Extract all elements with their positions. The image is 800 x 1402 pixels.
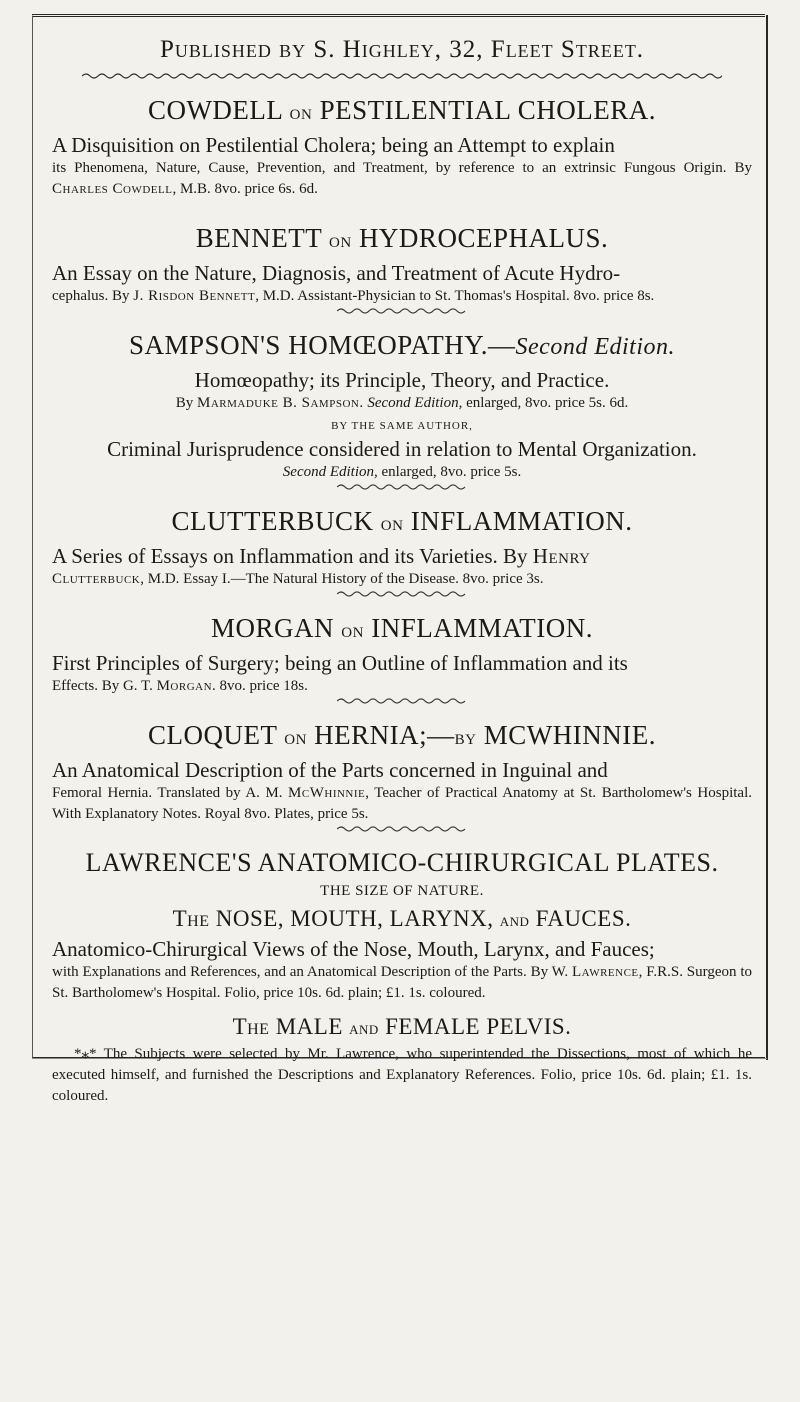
entry-cloquet <box>52 719 752 833</box>
subhead-and: and <box>349 1018 379 1038</box>
price-text: , M.D. Essay I.—The Natural History of the Disease. 8vo. price 3s. <box>140 571 544 587</box>
wavy-divider <box>337 483 467 491</box>
description-by: By <box>175 395 194 411</box>
entry-sampson <box>52 329 752 491</box>
author-name: Clutterbuck <box>52 571 141 587</box>
heading-subject: PESTILENTIAL CHOLERA. <box>319 95 657 125</box>
title-text: A Series of Essays on Inflammation and its Varieties. By <box>52 544 528 568</box>
price-text: enlarged, 8vo. price 5s. <box>381 464 522 480</box>
description-text: cephalus. By <box>52 288 130 304</box>
entry-description <box>52 962 752 1004</box>
heading-author: BENNETT <box>195 223 322 253</box>
heading-translator: MCWHINNIE. <box>483 720 656 750</box>
heading-subject: HERNIA;— <box>314 720 455 750</box>
entry-clutterbuck <box>52 505 752 598</box>
description-text: Femoral Hernia. Translated by A. M. <box>52 785 283 801</box>
entry-description <box>52 158 752 200</box>
price-text: enlarged, 8vo. price 5s. 6d. <box>466 395 629 411</box>
entry-description <box>52 569 752 590</box>
heading-title: SAMPSON'S HOMŒOPATHY.— <box>129 330 516 360</box>
entry-bennett <box>52 222 752 315</box>
heading-on: on <box>329 228 352 252</box>
entry-description <box>52 286 752 307</box>
wavy-divider <box>337 825 467 833</box>
entry-heading <box>52 612 752 646</box>
author-first-name: Henry <box>532 544 591 568</box>
size-note: THE SIZE OF NATURE. <box>320 883 484 899</box>
entry-title-2: Criminal Jurisprudence considered in relation to Mental Organization. <box>107 437 697 461</box>
description-text: its Phenomena, Nature, Cause, Prevention, and Treatment, by reference to an extrinsic Fungous Origin. <box>52 160 727 176</box>
description-by: By <box>734 160 752 176</box>
author-name: Morgan <box>156 678 213 694</box>
catalogue-content <box>52 34 752 1107</box>
entry-morgan <box>52 612 752 705</box>
price-text: , F.R.S. Surgeon to St. Bartholomew's Hospital. Folio, price 10s. 6d. plain; £1. 1s. coloured. <box>52 964 752 1001</box>
entry-description <box>52 393 752 414</box>
heading-on: on <box>284 725 307 749</box>
heading-subject: INFLAMMATION. <box>410 506 633 536</box>
entry-title: Anatomico-Chirurgical Views of the Nose, Mouth, Larynx, and Fauces; <box>52 937 655 961</box>
entry-title: Homœopathy; its Principle, Theory, and Practice. <box>194 368 610 392</box>
wavy-divider <box>337 307 467 315</box>
footnote <box>52 1044 752 1107</box>
price-text: , M.D. Assistant-Physician to St. Thomas's Hospital. 8vo. price 8s. <box>255 288 655 304</box>
publisher-masthead: Published by S. Highley, 32, Fleet Street. <box>159 36 645 63</box>
heading-on: on <box>289 100 313 124</box>
wavy-divider <box>82 72 722 80</box>
subhead-male: MALE <box>275 1014 343 1039</box>
entry-description-2 <box>52 462 752 483</box>
author-name: Charles Cowdell <box>52 181 173 197</box>
subhead-parts: NOSE, MOUTH, LARYNX, <box>215 906 494 931</box>
entry-heading: LAWRENCE'S ANATOMICO-CHIRURGICAL PLATES. <box>85 848 719 877</box>
plate-subheading-1 <box>52 906 752 932</box>
entry-heading <box>52 719 752 753</box>
entry-title: A Disquisition on Pestilential Cholera; being an Attempt to explain <box>52 133 615 157</box>
subhead-last: FEMALE PELVIS. <box>385 1014 572 1039</box>
wavy-divider <box>337 697 467 705</box>
footnote-mark: *⁎* <box>74 1046 97 1062</box>
subhead-last: FAUCES. <box>535 906 632 931</box>
heading-edition: Second Edition. <box>515 334 675 360</box>
heading-subject: INFLAMMATION. <box>371 613 593 643</box>
author-name: Lawrence <box>571 964 639 980</box>
author-name: J. Risdon Bennett <box>133 288 256 304</box>
entry-description <box>52 676 752 697</box>
entry-cowdell <box>52 94 752 200</box>
heading-author: MORGAN <box>211 613 335 643</box>
subhead-the: The <box>232 1014 270 1039</box>
author-name: McWhinnie <box>288 785 366 801</box>
entry-title: An Essay on the Nature, Diagnosis, and Treatment of Acute Hydro- <box>52 261 621 285</box>
description-text: with Explanations and References, and an Anatomical Description of the Parts. By W. <box>52 964 569 980</box>
entry-heading <box>52 94 752 128</box>
author-name: Marmaduke B. Sampson. <box>197 395 364 411</box>
heading-author: CLOQUET <box>148 720 277 750</box>
edition-text: Second Edition, <box>367 395 463 411</box>
heading-subject: HYDROCEPHALUS. <box>358 223 609 253</box>
entry-title <box>52 543 752 569</box>
entry-lawrence <box>52 847 752 1107</box>
entry-title: An Anatomical Description of the Parts concerned in Inguinal and <box>52 758 608 782</box>
heading-author: COWDELL <box>147 95 283 125</box>
description-text: Effects. By G. T. <box>52 678 153 694</box>
plate-subheading-2 <box>52 1014 752 1040</box>
entry-heading <box>52 222 752 256</box>
heading-on: on <box>380 511 404 535</box>
entry-title: First Principles of Surgery; being an Outline of Inflammation and its <box>52 651 628 675</box>
price-text: . 8vo. price 18s. <box>212 678 308 694</box>
heading-author: CLUTTERBUCK <box>171 506 374 536</box>
entry-heading <box>52 505 752 539</box>
entry-description <box>52 783 752 825</box>
subhead-and: and <box>499 910 530 930</box>
subhead-the: The <box>172 906 210 931</box>
edition-text: Second Edition, <box>282 464 378 480</box>
price-text: , M.B. 8vo. price 6s. 6d. <box>172 181 318 197</box>
price-text: , Teacher of Practical Anatomy at St. Bartholomew's Hospital. With Explanatory Notes. Royal 8vo. Plates, price 5s. <box>52 785 752 822</box>
heading-on: on <box>341 618 364 642</box>
wavy-divider <box>337 590 467 598</box>
footnote-text: The Subjects were selected by Mr. Lawrence, who superintended the Dissections, most of which he executed himself, and furnished the Descriptions and Explanatory References. Folio, price 10s. 6d. plain; £1. 1s. coloured. <box>52 1046 752 1104</box>
same-author-label: BY THE SAME AUTHOR, <box>331 420 473 432</box>
entry-heading <box>52 329 752 363</box>
heading-by: by <box>454 725 477 749</box>
